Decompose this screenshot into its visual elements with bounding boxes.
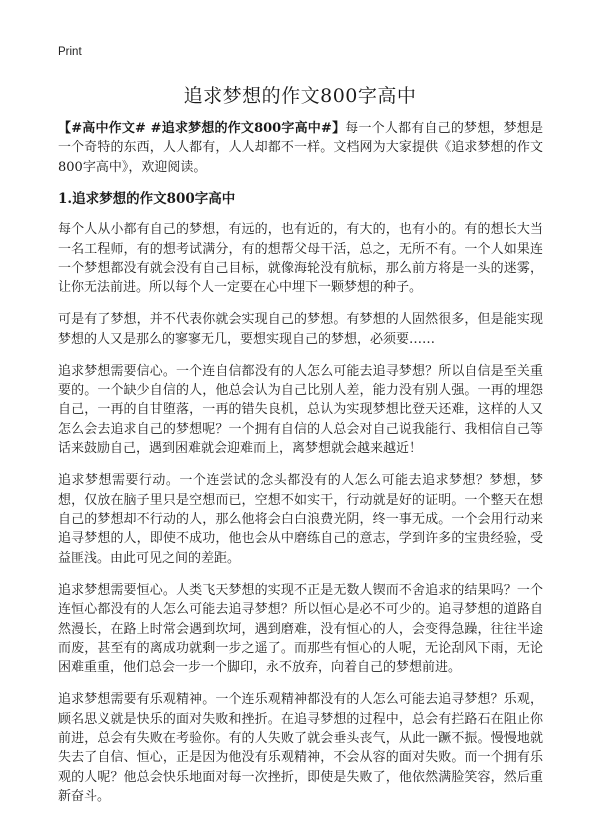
article-title: 追求梦想的作文800字高中 [183, 85, 417, 107]
article-intro [58, 119, 543, 177]
paragraph: 追求梦想需要行动。一个连尝试的念头都没有的人怎么可能去追求梦想？梦想，梦想，仅放在脑子里只是空想而已，空想不如实干，行动就是好的证明。一个整天在想自己的梦想却不行动的人，那么他将会白白浪费光阴，终一事无成。一个会用行动来追寻梦想的人，即使不成功，他也会从中磨练自己的意志，学到许多的宝贵经验，受益匪浅。由此可见之间的差距。 [58, 473, 543, 566]
paragraph: 追求梦想需要有乐观精神。一个连乐观精神都没有的人怎么可能去追寻梦想？乐观，顾名思义就是快乐的面对失败和挫折。在追寻梦想的过程中，总会有拦路石在阻止你前进，总会有失败在考验你。有的人失败了就会垂头丧气，从此一蹶不振。慢慢地就失去了自信、恒心，正是因为他没有乐观精神，不会从容的面对失败。而一个拥有乐观的人呢？他总会快乐地面对每一次挫折，即使是失败了，他依然满脸笑容，然后重新奋斗。 [58, 692, 543, 805]
intro-tag: 【#高中作文# #追求梦想的作文800字高中#】 [58, 121, 346, 136]
section-heading: 1.追求梦想的作文800字高中 [58, 191, 236, 208]
paragraph: 每个人从小都有自己的梦想，有远的，也有近的，有大的，也有小的。有的想长大当一名工程师，有的想考试满分，有的想帮父母干活，总之，无所不有。一个人如果连一个梦想都没有就会没有自己目标，就像海轮没有航标，那么前方将是一头的迷雾，让你无法前进。所以每个人一定要在心中埋下一颗梦想的种子。 [58, 222, 543, 296]
paragraph: 追求梦想需要恒心。人类飞天梦想的实现不正是无数人锲而不舍追求的结果吗？一个连恒心都没有的人怎么可能去追寻梦想？所以恒心是必不可少的。追寻梦想的道路自然漫长，在路上时常会遇到坎坷，遇到磨难，没有恒心的人，会变得急躁，往往半途而废，甚至有的离成功就剩一步之遥了。而那些有恒心的人呢，无论刮风下雨，无论困难重重，他们总会一步一个脚印，永不放弃，向着自己的梦想前进。 [58, 582, 543, 676]
article-body [58, 119, 543, 819]
print-link[interactable]: Print [58, 46, 82, 58]
paragraph: 可是有了梦想，并不代表你就会实现自己的梦想。有梦想的人固然很多，但是能实现梦想的人又是那么的寥寥无几，要想实现自己的梦想，必须要…… [58, 312, 543, 347]
paragraph: 追求梦想需要信心。一个连自信都没有的人怎么可能去追寻梦想？所以自信是至关重要的。一个缺少自信的人，他总会认为自己比别人差，能力没有别人强。一再的埋怨自己，一再的自甘堕落，一再的错失良机，总认为实现梦想比登天还难，这样的人又怎么会去追求自己的梦想呢？一个拥有自信的人总会对自己说我能行、我相信自己等话来鼓励自己，遇到困难就会迎难而上，离梦想就会越来越近！ [58, 363, 543, 457]
intro-text: 每一个人都有自己的梦想，梦想是一个奇特的东西，人人都有，人人却都不一样。文档网为大家提供《追求梦想的作文800字高中》，欢迎阅读。 [58, 121, 543, 175]
